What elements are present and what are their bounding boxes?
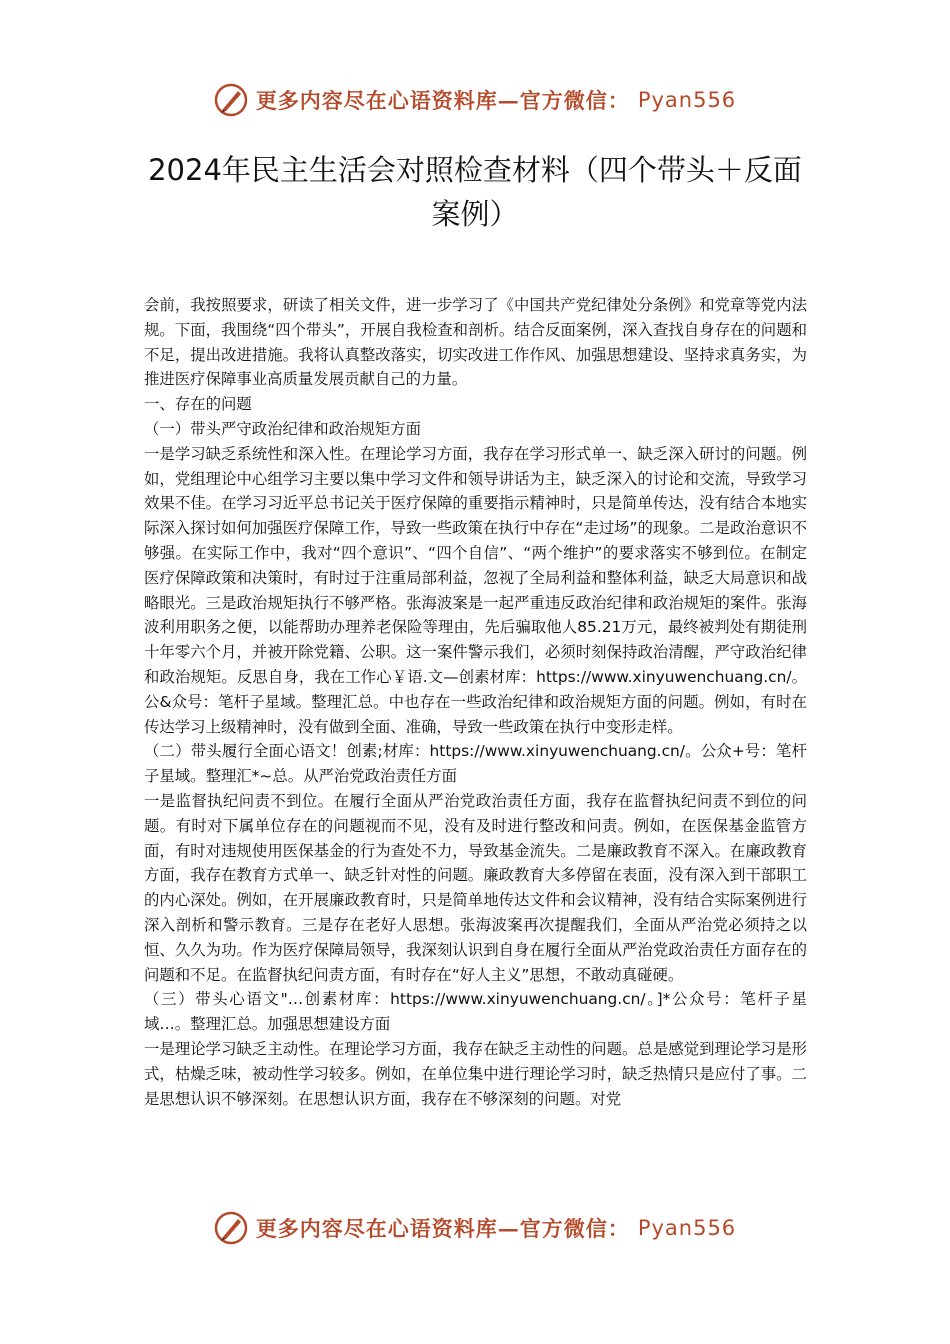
quill-pen-logo-icon — [214, 83, 248, 117]
subsection-heading-2: （二）带头履行全面心语文！创素;材库：https://www.xinyuwenchuang.cn/。公众+号：笔杆子星域。整理汇*~总。从严治党政治责任方面 — [144, 742, 807, 786]
banner-wechat-id: Pyan556 — [637, 88, 737, 112]
watermark-banner-bottom — [0, 1208, 950, 1248]
banner-text: 更多内容尽在心语资料库—官方微信： — [255, 1216, 630, 1241]
body-paragraph-2: 一是监督执纪问责不到位。在履行全面从严治党政治责任方面，我存在监督执纪问责不到位的问题。有时对下属单位存在的问题视而不见，没有及时进行整改和问责。例如，在医保基金监管方面，有时对违规使用医保基金的行为查处不力，导致基金流失。二是廉政教育不深入。在廉政教育方面，我存在教育方式单一、缺乏针对性的问题。廉政教育大多停留在表面，没有深入到干部职工的内心深处。例如，在开展廉政教育时，只是简单地传达文件和会议精神，没有结合实际案例进行深入剖析和警示教育。三是存在老好人思想。张海波案再次提醒我们，全面从严治党必须持之以恒、久久为功。作为医疗保障局领导，我深刻认识到自身在履行全面从严治党政治责任方面存在的问题和不足。在监督执纪问责方面，有时存在“好人主义”思想，不敢动真碰硬。 — [144, 791, 807, 984]
banner-wechat-id: Pyan556 — [637, 1216, 737, 1240]
subsection-heading-3: （三）带头心语文"…创素材库：https://www.xinyuwenchuang.cn/。]*公众号：笔杆子星域…。整理汇总。加强思想建设方面 — [144, 990, 807, 1034]
subsection-heading-1: （一）带头严守政治纪律和政治规矩方面 — [144, 419, 422, 438]
body-paragraph-3: 一是理论学习缺乏主动性。在理论学习方面，我存在缺乏主动性的问题。总是感觉到理论学习是形式，枯燥乏味，被动性学习较多。例如，在单位集中进行理论学习时，缺乏热情只是应付了事。二是思想认识不够深刻。在思想认识方面，我存在不够深刻的问题。对党 — [144, 1039, 807, 1108]
document-title: 2024年民主生活会对照检查材料（四个带头＋反面案例） — [148, 153, 802, 231]
banner-text: 更多内容尽在心语资料库—官方微信： — [255, 88, 630, 113]
quill-pen-logo-icon — [214, 1211, 248, 1245]
section-heading: 一、存在的问题 — [144, 395, 252, 414]
document-body — [144, 293, 807, 1111]
body-paragraph-1: 一是学习缺乏系统性和深入性。在理论学习方面，我存在学习形式单一、缺乏深入研讨的问题。例如，党组理论中心组学习主要以集中学习文件和领导讲话为主，缺乏深入的讨论和交流，导致学习效果不佳。在学习习近平总书记关于医疗保障的重要指示精神时，只是简单传达，没有结合本地实际深入探讨如何加强医疗保障工作，导致一些政策在执行中存在“走过场”的现象。二是政治意识不够强。在实际工作中，我对“四个意识”、“四个自信”、“两个维护”的要求落实不够到位。在制定医疗保障政策和决策时，有时过于注重局部利益，忽视了全局利益和整体利益，缺乏大局意识和战略眼光。三是政治规矩执行不够严格。张海波案是一起严重违反政治纪律和政治规矩的案件。张海波利用职务之便，以能帮助办理养老保险等理由，先后骗取他人85.21万元，最终被判处有期徒刑十年零六个月，并被开除党籍、公职。这一案件警示我们，必须时刻保持政治清醒，严守政治纪律和政治规矩。反思自身，我在工作心￥语.文—创素材库：https://www.xinyuwenchuang.cn/。公&众号：笔杆子星域。整理汇总。中也存在一些政治纪律和政治规矩方面的问题。例如，有时在传达学习上级精神时，没有做到全面、准确，导致一些政策在执行中变形走样。 — [144, 444, 807, 736]
intro-paragraph: 会前，我按照要求，研读了相关文件，进一步学习了《中国共产党纪律处分条例》和党章等党内法规。下面，我围绕“四个带头”，开展自我检查和剖析。结合反面案例，深入查找自身存在的问题和不足，提出改进措施。我将认真整改落实，切实改进工作作风、加强思想建设、坚持求真务实，为推进医疗保障事业高质量发展贡献自己的力量。 — [144, 296, 807, 389]
watermark-banner-top — [0, 80, 950, 120]
